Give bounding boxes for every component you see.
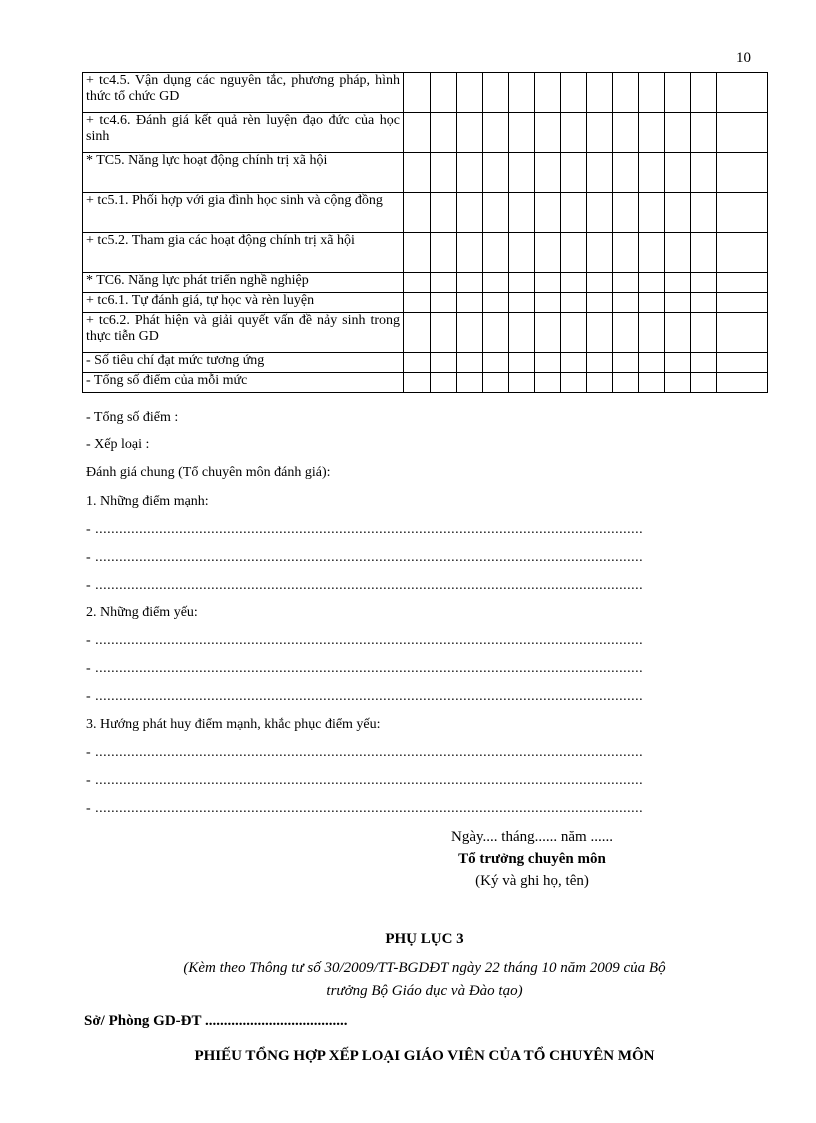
score-cell — [613, 73, 639, 113]
score-cell — [587, 293, 613, 313]
score-cell — [691, 293, 717, 313]
score-cell — [717, 73, 768, 113]
score-cell — [509, 313, 535, 353]
score-cell — [509, 293, 535, 313]
score-cell — [691, 193, 717, 233]
score-cell — [431, 373, 457, 393]
score-cell — [404, 273, 431, 293]
score-cell — [457, 113, 483, 153]
direction-heading: 3. Hướng phát huy điểm mạnh, khắc phục điểm yếu: — [86, 717, 381, 732]
score-cell — [717, 313, 768, 353]
score-cell — [639, 353, 665, 373]
score-cell — [639, 153, 665, 193]
table-row — [83, 313, 768, 353]
score-cell — [665, 293, 691, 313]
direction-line: - ......................................................................................................................................... — [86, 773, 644, 788]
score-cell — [404, 113, 431, 153]
score-cell — [509, 273, 535, 293]
score-cell — [691, 153, 717, 193]
score-cell — [587, 313, 613, 353]
score-cell — [587, 353, 613, 373]
score-cell — [587, 273, 613, 293]
score-cell — [613, 273, 639, 293]
score-cell — [535, 193, 561, 233]
strengths-heading: 1. Những điểm mạnh: — [86, 494, 209, 509]
criterion-label: + tc5.1. Phối hợp với gia đình học sinh và cộng đồng — [83, 193, 404, 233]
score-cell — [691, 353, 717, 373]
criterion-label: * TC5. Năng lực hoạt động chính trị xã hội — [83, 153, 404, 193]
form-title: PHIẾU TỔNG HỢP XẾP LOẠI GIÁO VIÊN CỦA TỔ CHUYÊN MÔN — [194, 1048, 655, 1064]
score-cell — [717, 113, 768, 153]
score-cell — [613, 233, 639, 273]
score-cell — [431, 353, 457, 373]
score-cell — [613, 113, 639, 153]
score-cell — [717, 273, 768, 293]
score-cell — [717, 293, 768, 313]
score-cell — [457, 193, 483, 233]
score-cell — [691, 273, 717, 293]
score-cell — [404, 353, 431, 373]
score-cell — [665, 153, 691, 193]
weaknesses-line: - ......................................................................................................................................... — [86, 661, 644, 676]
score-cell — [404, 73, 431, 113]
score-cell — [665, 193, 691, 233]
score-cell — [535, 153, 561, 193]
appendix-title: PHỤ LỤC 3 — [385, 931, 464, 947]
score-cell — [639, 193, 665, 233]
score-cell — [483, 293, 509, 313]
score-cell — [639, 313, 665, 353]
table-row — [83, 293, 768, 313]
score-cell — [561, 113, 587, 153]
score-cell — [691, 233, 717, 273]
score-cell — [509, 353, 535, 373]
score-cell — [587, 233, 613, 273]
score-cell — [431, 73, 457, 113]
score-cell — [561, 193, 587, 233]
score-cell — [404, 313, 431, 353]
score-cell — [431, 233, 457, 273]
score-cell — [535, 113, 561, 153]
score-cell — [613, 313, 639, 353]
strengths-line: - ......................................................................................................................................... — [86, 522, 644, 537]
score-cell — [483, 373, 509, 393]
score-cell — [639, 113, 665, 153]
criterion-label: + tc5.2. Tham gia các hoạt động chính trị xã hội — [83, 233, 404, 273]
score-cell — [691, 313, 717, 353]
score-cell — [639, 293, 665, 313]
score-cell — [717, 373, 768, 393]
score-cell — [587, 153, 613, 193]
score-cell — [717, 353, 768, 373]
score-cell — [404, 153, 431, 193]
signature-title: Tổ trưởng chuyên môn — [458, 851, 606, 867]
criterion-label: + tc6.1. Tự đánh giá, tự học và rèn luyện — [83, 293, 404, 313]
rating-label: - Xếp loại : — [86, 437, 150, 452]
score-cell — [561, 293, 587, 313]
score-cell — [587, 193, 613, 233]
direction-line: - ......................................................................................................................................... — [86, 801, 644, 816]
score-cell — [509, 73, 535, 113]
score-cell — [404, 373, 431, 393]
table-row — [83, 353, 768, 373]
score-cell — [613, 153, 639, 193]
score-cell — [535, 233, 561, 273]
score-cell — [431, 153, 457, 193]
score-cell — [457, 73, 483, 113]
score-cell — [665, 113, 691, 153]
score-cell — [717, 193, 768, 233]
score-cell — [717, 233, 768, 273]
general-assessment-label: Đánh giá chung (Tổ chuyên môn đánh giá): — [86, 465, 331, 480]
score-cell — [613, 193, 639, 233]
criterion-label: * TC6. Năng lực phát triển nghề nghiệp — [83, 273, 404, 293]
table-row — [83, 233, 768, 273]
strengths-line: - ......................................................................................................................................... — [86, 578, 644, 593]
strengths-line: - ......................................................................................................................................... — [86, 550, 644, 565]
score-cell — [483, 353, 509, 373]
score-cell — [431, 293, 457, 313]
score-cell — [431, 193, 457, 233]
criterion-label: - Số tiêu chí đạt mức tương ứng — [83, 353, 404, 373]
score-cell — [509, 373, 535, 393]
score-cell — [561, 233, 587, 273]
score-cell — [717, 153, 768, 193]
score-cell — [587, 373, 613, 393]
table-row — [83, 193, 768, 233]
direction-line: - ......................................................................................................................................... — [86, 745, 644, 760]
score-cell — [665, 353, 691, 373]
score-cell — [404, 193, 431, 233]
score-cell — [561, 153, 587, 193]
score-cell — [509, 193, 535, 233]
appendix-subtitle-line-2: trưởng Bộ Giáo dục và Đào tạo) — [326, 983, 523, 999]
score-cell — [535, 313, 561, 353]
score-cell — [431, 313, 457, 353]
score-cell — [457, 293, 483, 313]
score-cell — [639, 273, 665, 293]
score-cell — [639, 233, 665, 273]
criterion-label: + tc4.5. Vận dụng các nguyên tắc, phương pháp, hình thức tổ chức GD — [83, 73, 404, 113]
criteria-table — [82, 72, 768, 393]
score-cell — [483, 313, 509, 353]
score-cell — [483, 153, 509, 193]
score-cell — [457, 273, 483, 293]
score-cell — [483, 193, 509, 233]
department-line: Sở/ Phòng GD-ĐT ...................................... — [84, 1013, 348, 1029]
score-cell — [535, 293, 561, 313]
weaknesses-heading: 2. Những điểm yếu: — [86, 605, 198, 620]
score-cell — [457, 313, 483, 353]
score-cell — [613, 293, 639, 313]
score-cell — [535, 273, 561, 293]
score-cell — [587, 113, 613, 153]
score-cell — [561, 373, 587, 393]
signature-note: (Ký và ghi họ, tên) — [475, 873, 589, 889]
score-cell — [691, 373, 717, 393]
score-cell — [561, 313, 587, 353]
score-cell — [613, 373, 639, 393]
page-number: 10 — [736, 50, 751, 66]
criterion-label: + tc6.2. Phát hiện và giải quyết vấn đề nảy sinh trong thực tiễn GD — [83, 313, 404, 353]
score-cell — [665, 233, 691, 273]
score-cell — [665, 273, 691, 293]
score-cell — [691, 73, 717, 113]
score-cell — [535, 353, 561, 373]
score-cell — [535, 73, 561, 113]
score-cell — [665, 373, 691, 393]
score-cell — [483, 273, 509, 293]
criterion-label: + tc4.6. Đánh giá kết quả rèn luyện đạo đức của học sinh — [83, 113, 404, 153]
score-cell — [535, 373, 561, 393]
score-cell — [483, 113, 509, 153]
score-cell — [613, 353, 639, 373]
weaknesses-line: - ......................................................................................................................................... — [86, 633, 644, 648]
score-cell — [457, 373, 483, 393]
score-cell — [639, 73, 665, 113]
score-cell — [404, 233, 431, 273]
weaknesses-line: - ......................................................................................................................................... — [86, 689, 644, 704]
score-cell — [509, 233, 535, 273]
score-cell — [431, 113, 457, 153]
score-cell — [483, 73, 509, 113]
score-cell — [561, 73, 587, 113]
table-row — [83, 113, 768, 153]
table-row — [83, 153, 768, 193]
total-points-label: - Tổng số điểm : — [86, 410, 179, 425]
score-cell — [587, 73, 613, 113]
score-cell — [404, 293, 431, 313]
score-cell — [457, 353, 483, 373]
score-cell — [639, 373, 665, 393]
score-cell — [457, 153, 483, 193]
score-cell — [665, 73, 691, 113]
score-cell — [665, 313, 691, 353]
score-cell — [691, 113, 717, 153]
table-row — [83, 373, 768, 393]
score-cell — [431, 273, 457, 293]
score-cell — [561, 273, 587, 293]
appendix-subtitle-line-1: (Kèm theo Thông tư số 30/2009/TT-BGDĐT ngày 22 tháng 10 năm 2009 của Bộ — [183, 960, 666, 976]
table-row — [83, 73, 768, 113]
score-cell — [483, 233, 509, 273]
criterion-label: - Tổng số điểm của mỗi mức — [83, 373, 404, 393]
table-row — [83, 273, 768, 293]
score-cell — [509, 113, 535, 153]
score-cell — [509, 153, 535, 193]
score-cell — [561, 353, 587, 373]
signature-date: Ngày.... tháng...... năm ...... — [451, 829, 613, 845]
score-cell — [457, 233, 483, 273]
